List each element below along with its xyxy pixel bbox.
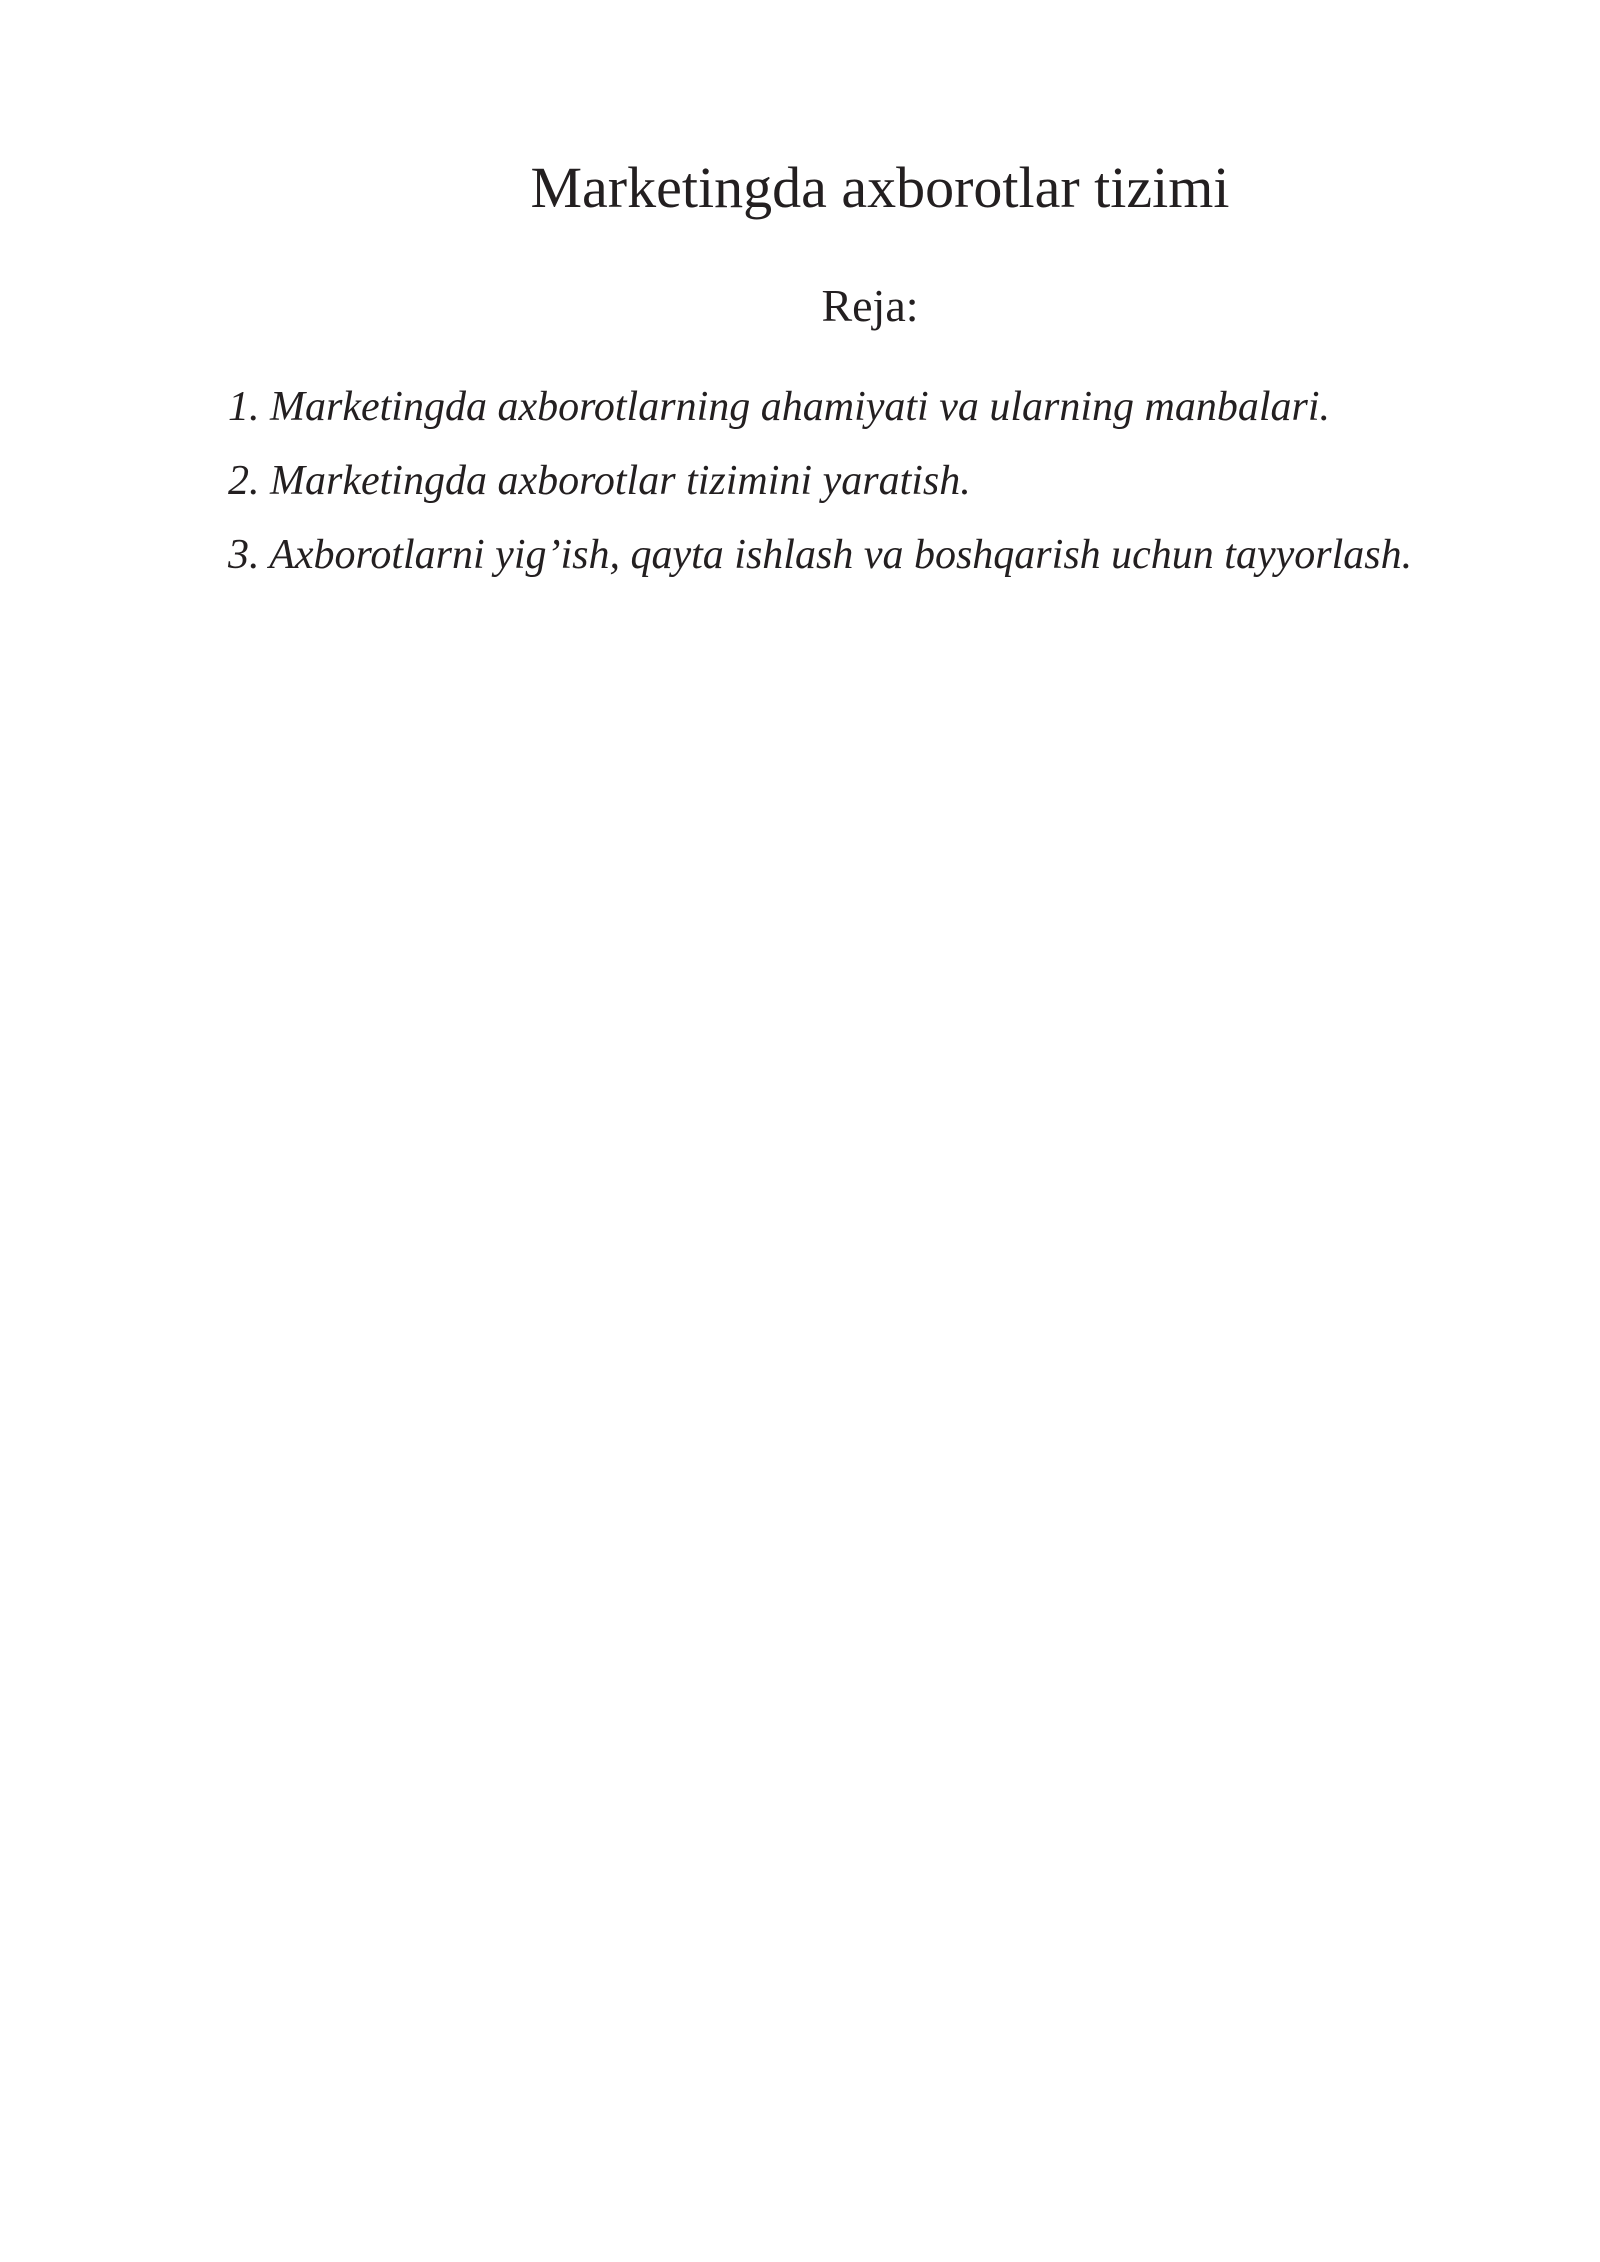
plan-heading: Reja: [821,280,919,331]
plan-list [228,380,1412,602]
document-title: Marketingda axborotlar tizimi [530,155,1230,220]
plan-item-3: 3. Axborotlarni yig’ish, qayta ishlash va boshqarish uchun tayyorlash. [228,532,1413,578]
plan-item-1: 1. Marketingda axborotlarning ahamiyati va ularning manbalari. [228,384,1331,430]
plan-item-2: 2. Marketingda axborotlar tizimini yaratish. [228,458,971,504]
